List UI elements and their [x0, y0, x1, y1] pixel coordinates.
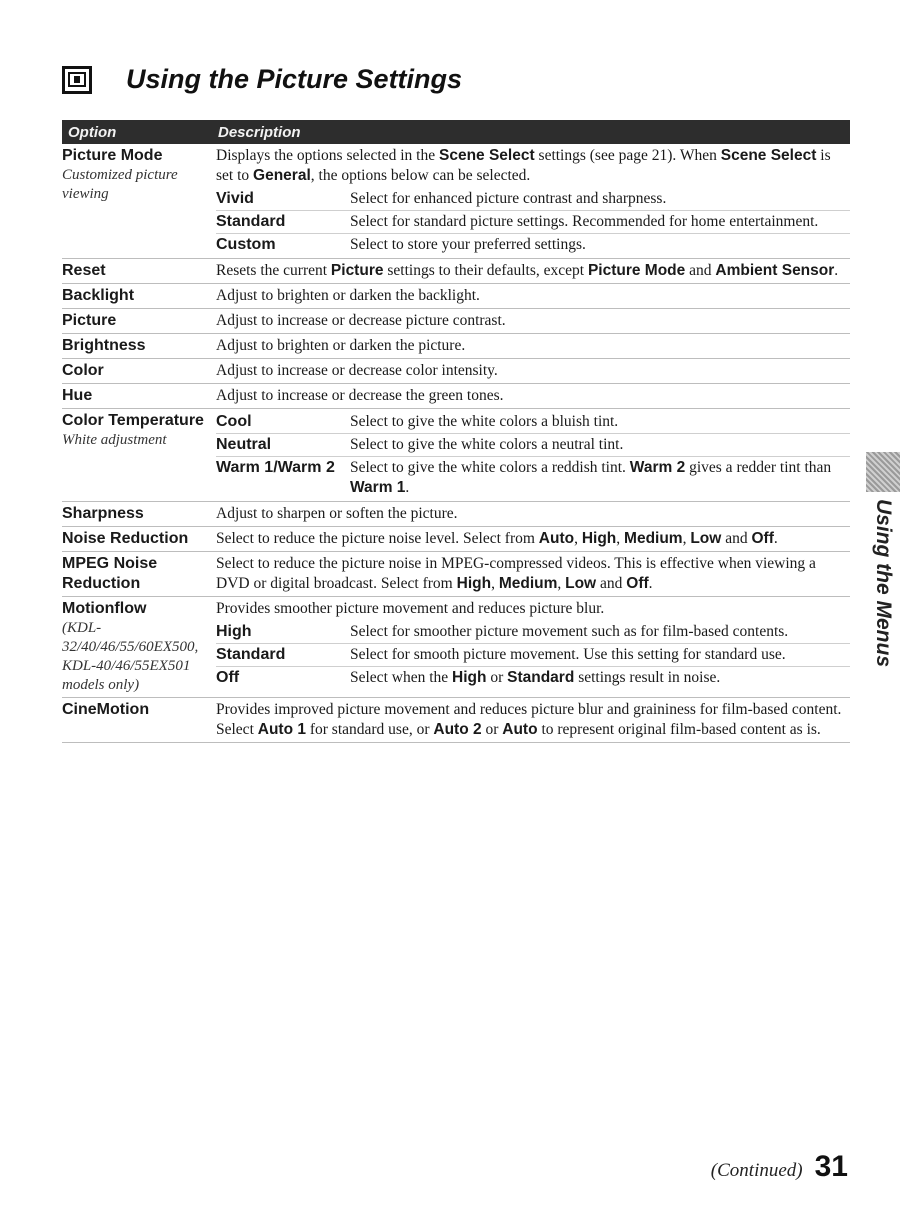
table-row [62, 259, 850, 284]
table-row [62, 698, 850, 743]
table-row [62, 409, 850, 502]
table-row [62, 552, 850, 597]
sub-option-description: Select when the High or Standard settings result in noise. [350, 669, 721, 686]
side-tab-marker [866, 452, 900, 492]
sub-option-description: Select to give the white colors a neutral tint. [350, 436, 624, 453]
sub-option-description: Select to give the white colors a reddish tint. Warm 2 gives a redder tint than Warm 1. [350, 459, 832, 496]
continued-label: (Continued) [710, 1160, 803, 1181]
option-description: Displays the options selected in the Scene Select settings (see page 21). When Scene Select is set to General, the options below can be selected. [216, 147, 831, 184]
sub-option-description: Select for enhanced picture contrast and sharpness. [350, 190, 667, 207]
option-description: Provides improved picture movement and reduces picture blur and graininess for film-based content. Select Auto 1 for standard use, or Auto 2 or Auto to represent original film-based content as is. [216, 701, 842, 738]
option-description: Adjust to increase or decrease picture contrast. [216, 312, 506, 329]
option-subtitle: White adjustment [62, 432, 167, 448]
option-name: Reset [62, 262, 106, 279]
option-name: Color [62, 362, 104, 379]
option-name: Brightness [62, 337, 146, 354]
option-description: Adjust to brighten or darken the backlight. [216, 287, 480, 304]
sub-option-row [216, 188, 850, 210]
option-name: Sharpness [62, 505, 144, 522]
option-name: Motionflow [62, 600, 147, 617]
side-tab-label: Using the Menus [872, 498, 896, 668]
option-description: Provides smoother picture movement and reduces picture blur. [216, 600, 605, 617]
sub-option-name: Off [216, 669, 240, 686]
page-title: Using the Picture Settings [126, 64, 463, 94]
option-name: Color Temperature [62, 412, 204, 429]
option-name: Backlight [62, 287, 135, 304]
table-row [62, 384, 850, 409]
option-name: Hue [62, 387, 93, 404]
sub-option-description: Select for smoother picture movement such as for film-based contents. [350, 623, 789, 640]
page-header [62, 64, 462, 95]
table-row [62, 144, 850, 259]
sub-option-name: Warm 1/Warm 2 [216, 459, 335, 476]
sub-option-name: High [216, 623, 252, 640]
page-footer [711, 1150, 848, 1184]
option-description: Adjust to increase or decrease color intensity. [216, 362, 498, 379]
table-row [62, 502, 850, 527]
sub-option-name: Standard [216, 646, 286, 663]
table-row [62, 359, 850, 384]
sub-option-name: Neutral [216, 436, 272, 453]
table-row [62, 284, 850, 309]
table-row [62, 597, 850, 698]
sub-option-name: Vivid [216, 190, 254, 207]
table-header [62, 120, 850, 144]
sub-option-name: Custom [216, 236, 276, 253]
sub-option-row [216, 411, 850, 433]
option-description: Resets the current Picture settings to their defaults, except Picture Mode and Ambient Sensor. [216, 262, 839, 279]
sub-option-row [216, 433, 850, 456]
option-description: Adjust to brighten or darken the picture. [216, 337, 466, 354]
sub-option-description: Select to store your preferred settings. [350, 236, 586, 253]
option-description: Adjust to increase or decrease the green tones. [216, 387, 504, 404]
sub-option-description: Select to give the white colors a bluish tint. [350, 413, 619, 430]
page-number: 31 [814, 1150, 848, 1183]
column-header-description: Description [218, 123, 301, 141]
table-row [62, 527, 850, 552]
settings-table [62, 120, 850, 743]
sub-option-description: Select for standard picture settings. Recommended for home entertainment. [350, 213, 819, 230]
sub-option-row [216, 643, 850, 666]
sub-option-name: Cool [216, 413, 252, 430]
option-description: Select to reduce the picture noise level. Select from Auto, High, Medium, Low and Off. [216, 530, 778, 547]
option-name: Noise Reduction [62, 530, 189, 547]
option-name: CineMotion [62, 701, 150, 718]
option-description: Adjust to sharpen or soften the picture. [216, 505, 458, 522]
sub-option-row [216, 210, 850, 233]
sub-option-description: Select for smooth picture movement. Use this setting for standard use. [350, 646, 786, 663]
option-name: MPEG Noise Reduction [62, 555, 158, 592]
option-name: Picture Mode [62, 147, 163, 164]
sub-option-row [216, 666, 850, 689]
picture-settings-icon [62, 66, 92, 94]
table-row [62, 309, 850, 334]
sub-option-row [216, 233, 850, 256]
sub-option-name: Standard [216, 213, 286, 230]
option-subtitle: (KDL-32/40/46/55/60EX500, KDL-40/46/55EX501 models only) [62, 620, 199, 693]
sub-option-row [216, 621, 850, 643]
option-subtitle: Customized picture viewing [62, 167, 178, 202]
column-header-option: Option [68, 123, 117, 141]
option-name: Picture [62, 312, 117, 329]
option-description: Select to reduce the picture noise in MPEG-compressed videos. This is effective when viewing a DVD or digital broadcast. Select from High, Medium, Low and Off. [216, 555, 816, 592]
sub-option-row [216, 456, 850, 499]
table-row [62, 334, 850, 359]
